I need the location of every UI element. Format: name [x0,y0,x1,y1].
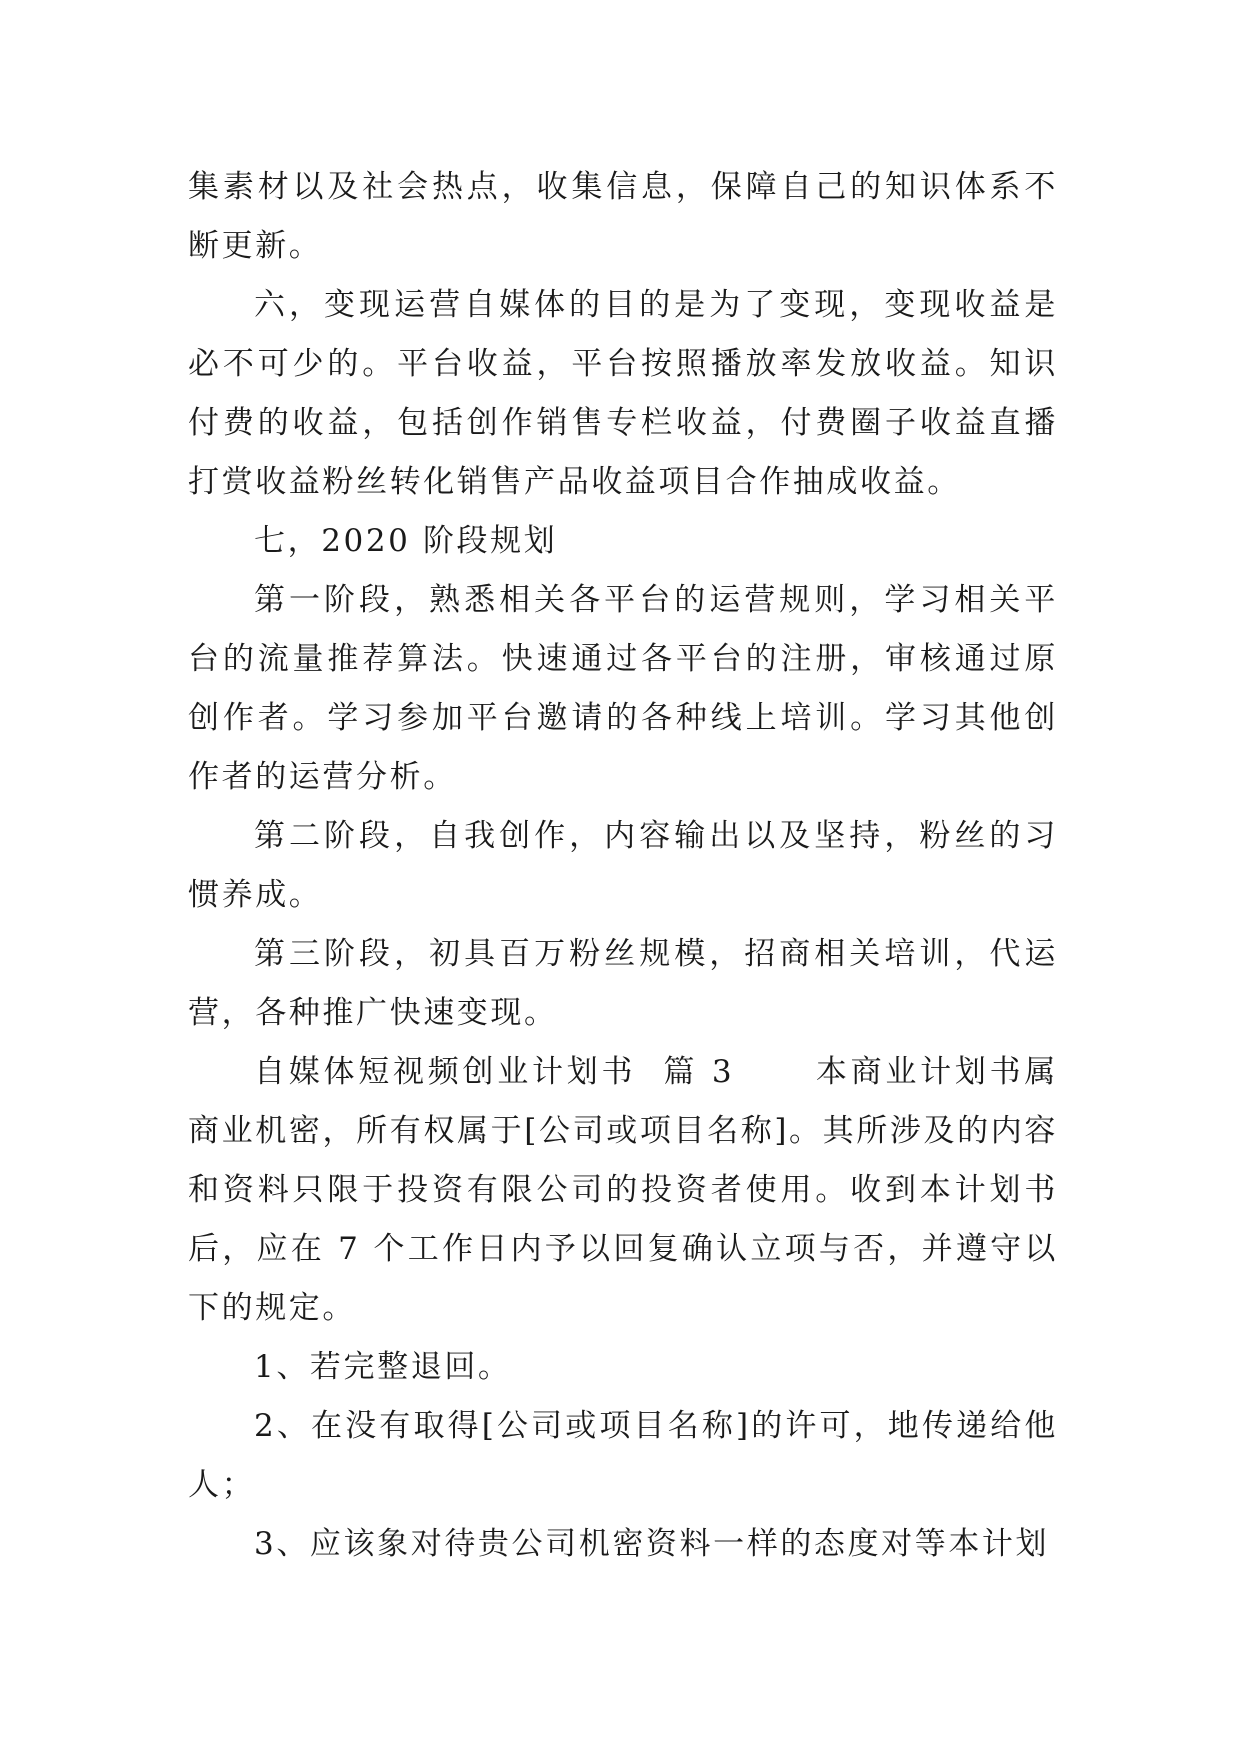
paragraph-2: 六，变现运营自媒体的目的是为了变现，变现收益是必不可少的。平台收益，平台按照播放率发放收益。知识付费的收益，包括创作销售专栏收益，付费圈子收益直播打赏收益粉丝转化销售产品收益项目合作抽成收益。 [188,287,1058,500]
paragraph-1: 集素材以及社会热点，收集信息，保障自己的知识体系不断更新。 [188,169,1058,264]
paragraph-10: 3、应该象对待贵公司机密资料一样的态度对等本计划 [254,1526,1050,1562]
paragraph-7: 自媒体短视频创业计划书 篇 3 本商业计划书属商业机密，所有权属于[公司或项目名称]。其所涉及的内容和资料只限于投资有限公司的投资者使用。收到本计划书后，应在 7 个工作日内予以回复确认立项与否，并遵守以下的规定。 [188,1054,1058,1326]
document-body [188,158,1058,1574]
paragraph-6: 第三阶段，初具百万粉丝规模，招商相关培训，代运营，各种推广快速变现。 [188,936,1058,1031]
paragraph-5: 第二阶段，自我创作，内容输出以及坚持，粉丝的习惯养成。 [188,818,1058,913]
paragraph-8: 1、若完整退回。 [254,1349,512,1385]
paragraph-4: 第一阶段，熟悉相关各平台的运营规则，学习相关平台的流量推荐算法。快速通过各平台的注册，审核通过原创作者。学习参加平台邀请的各种线上培训。学习其他创作者的运营分析。 [188,582,1058,795]
paragraph-9: 2、在没有取得[公司或项目名称]的许可，地传递给他人； [188,1408,1058,1503]
paragraph-3: 七，2020 阶段规划 [254,523,558,559]
